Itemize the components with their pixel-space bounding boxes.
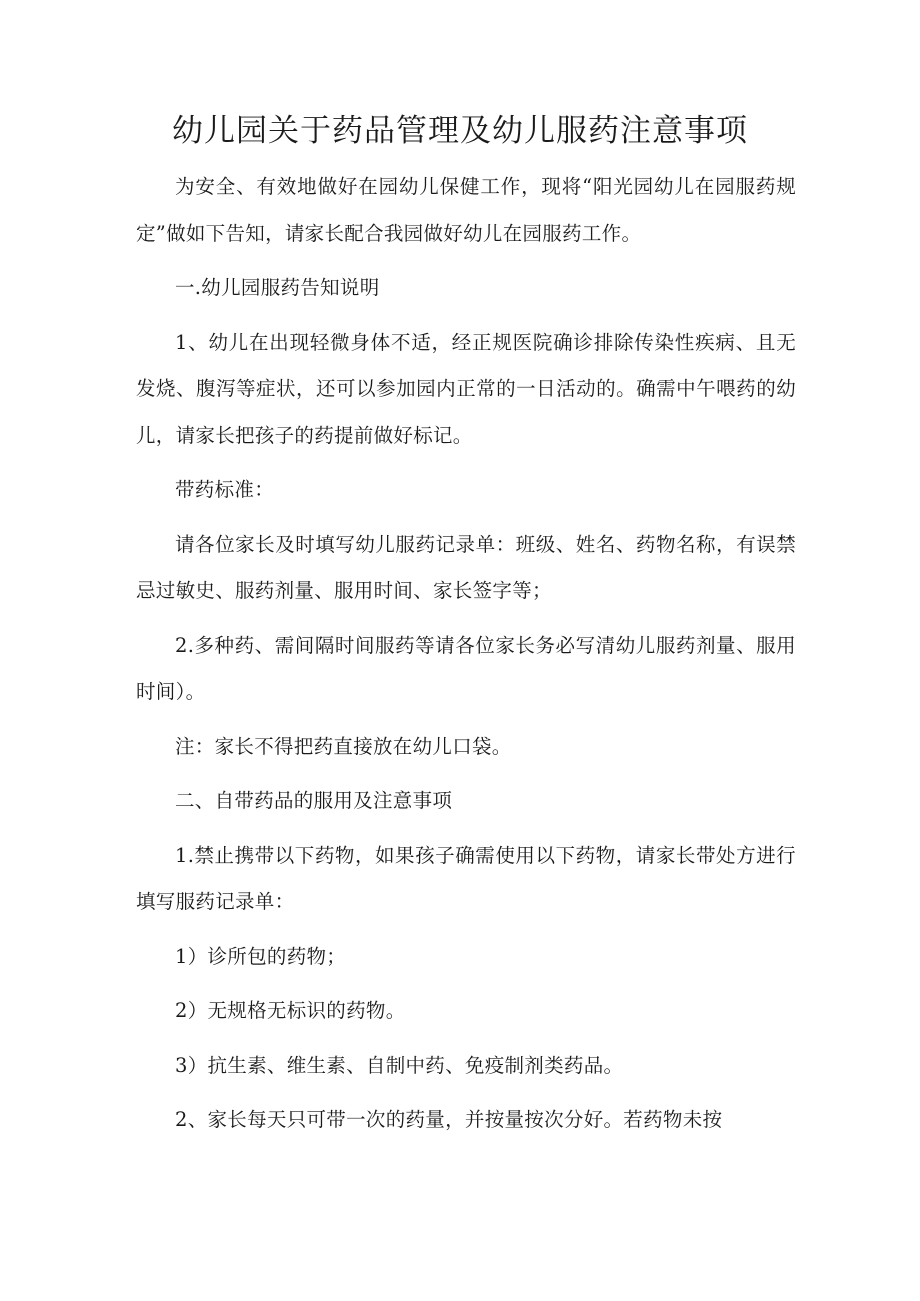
section-heading-2: 二、自带药品的服用及注意事项 [175,789,453,812]
document-title: 幼儿园关于药品管理及幼儿服药注意事项 [172,113,748,149]
paragraph-item-2: 2.多种药、需间隔时间服药等请各位家长务必写清幼儿服药剂量、服用时间）。 [136,633,796,703]
paragraph-note: 注：家长不得把药直接放在幼儿口袋。 [175,734,512,758]
paragraph-record-form: 请各位家长及时填写幼儿服药记录单：班级、姓名、药物名称，有误禁忌过敏史、服药剂量、服用时间、家长签字等； [136,532,796,602]
document-body [136,164,796,1152]
paragraph-intro: 为安全、有效地做好在园幼儿保健工作，现将“阳光园幼儿在园服药规定”做如下告知，请家长配合我园做好幼儿在园服药工作。 [136,175,796,245]
section-heading-1: 一.幼儿园服药告知说明 [175,276,380,299]
list-item-unlabeled-medicine: 2）无规格无标识的药物。 [175,999,406,1022]
paragraph-item-1: 1、幼儿在出现轻微身体不适，经正规医院确诊排除传染性疾病、且无发烧、腹泻等症状，还可以参加园内正常的一日活动的。确需中午喂药的幼儿，请家长把孩子的药提前做好标记。 [136,330,796,447]
paragraph-daily-dose: 2、家长每天只可带一次的药量，并按量按次分好。若药物未按 [175,1108,723,1131]
list-item-clinic-medicine: 1）诊所包的药物； [175,944,347,968]
paragraph-prohibited: 1.禁止携带以下药物，如果孩子确需使用以下药物，请家长带处方进行填写服药记录单： [136,843,796,913]
list-item-antibiotics: 3）抗生素、维生素、自制中药、免疫制剂类药品。 [175,1053,624,1077]
paragraph-medicine-standard-label: 带药标准： [175,478,275,501]
